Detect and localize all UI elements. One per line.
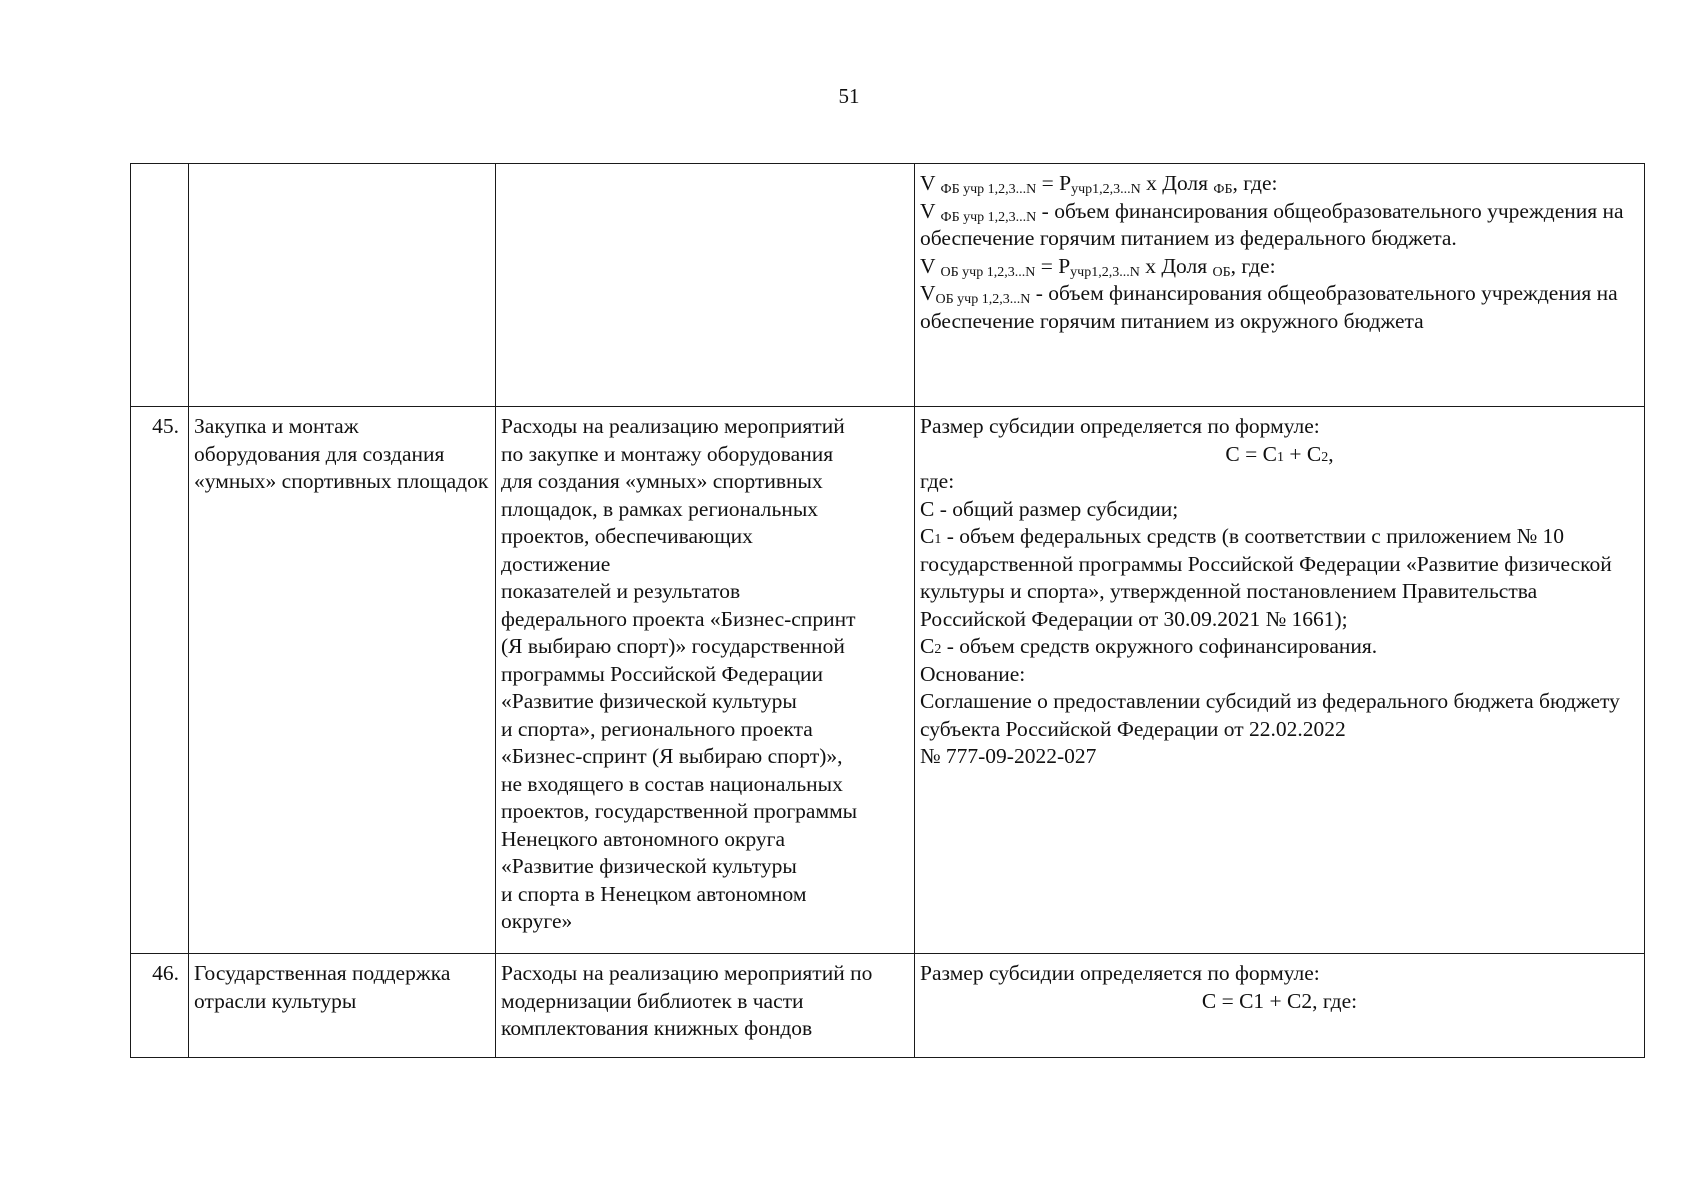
basis-text: Соглашение о предоставлении субсидий из федерального бюджета бюджету субъекта Российской Федерации от 22.02.2022 xyxy=(920,689,1620,741)
table-row-46 xyxy=(131,954,1645,1058)
formula: C = C1 + C2, где: xyxy=(1201,988,1358,1013)
table-row-continuation xyxy=(131,164,1645,407)
basis-label: Основание: xyxy=(920,661,1026,686)
formula: C = C1 + C2, xyxy=(1225,441,1334,466)
row-number: 45. xyxy=(131,407,189,954)
cell-number-empty xyxy=(131,164,189,407)
row-method xyxy=(915,407,1645,954)
where-label: где: xyxy=(920,469,955,493)
table-row-45 xyxy=(131,407,1645,954)
formula-fb: V ФБ учр 1,2,3...N = Pучр1,2,3...N x Доля ФБ, где: xyxy=(920,171,1278,197)
row-name: Государственная поддержка отрасли культуры xyxy=(189,954,496,1058)
row-method xyxy=(915,954,1645,1058)
cell-purpose-empty xyxy=(496,164,915,407)
page-number: 51 xyxy=(838,84,860,108)
c1-definition: C1 - объем федеральных средств (в соответствии с приложением № 10 государственной программы Российской Федерации «Развитие физической культуры и спорта», утвержденной постановлением Правительства Российской Федерации от 30.09.2021 № 1661); xyxy=(920,524,1612,631)
basis-number: № 777-09-2022-027 xyxy=(920,744,1097,768)
c2-definition: C2 - объем средств окружного софинансирования. xyxy=(920,634,1378,658)
desc-fb: V ФБ учр 1,2,3...N - объем финансирования общеобразовательного учреждения на обеспечение горячим питанием из федерального бюджета. xyxy=(920,198,1624,250)
row-name: Закупка и монтаж оборудования для создания «умных» спортивных площадок xyxy=(189,407,496,954)
row-number: 46. xyxy=(131,954,189,1058)
row-purpose: Расходы на реализацию мероприятий по модернизации библиотек в части комплектования книжных фондов xyxy=(496,954,915,1058)
cell-method-continuation xyxy=(915,164,1645,407)
subsidy-table xyxy=(130,163,1645,1058)
c-definition: C - общий размер субсидии; xyxy=(920,496,1179,521)
cell-name-empty xyxy=(189,164,496,407)
method-intro: Размер субсидии определяется по формуле: xyxy=(920,961,1320,985)
desc-ob: VОБ учр 1,2,3...N - объем финансирования общеобразовательного учреждения на обеспечение горячим питанием из окружного бюджета xyxy=(920,281,1618,333)
method-intro: Размер субсидии определяется по формуле: xyxy=(920,414,1320,438)
row-purpose: Расходы на реализацию мероприятий по закупке и монтажу оборудования для создания «умных» спортивных площадок, в рамках региональных проектов, обеспечивающих достижение показателей и результатов федерального проекта «Бизнес-спринт (Я выбираю спорт)» государственной программы Российской Федерации «Развитие физической культуры и спорта», регионального проекта «Бизнес-спринт (Я выбираю спорт)», не входящего в состав национальных проектов, государственной программы Ненецкого автономного округа «Развитие физической культуры и спорта в Ненецком автономном округе» xyxy=(496,407,915,954)
formula-ob: V ОБ учр 1,2,3...N = Pучр1,2,3...N x Доля ОБ, где: xyxy=(920,253,1276,280)
